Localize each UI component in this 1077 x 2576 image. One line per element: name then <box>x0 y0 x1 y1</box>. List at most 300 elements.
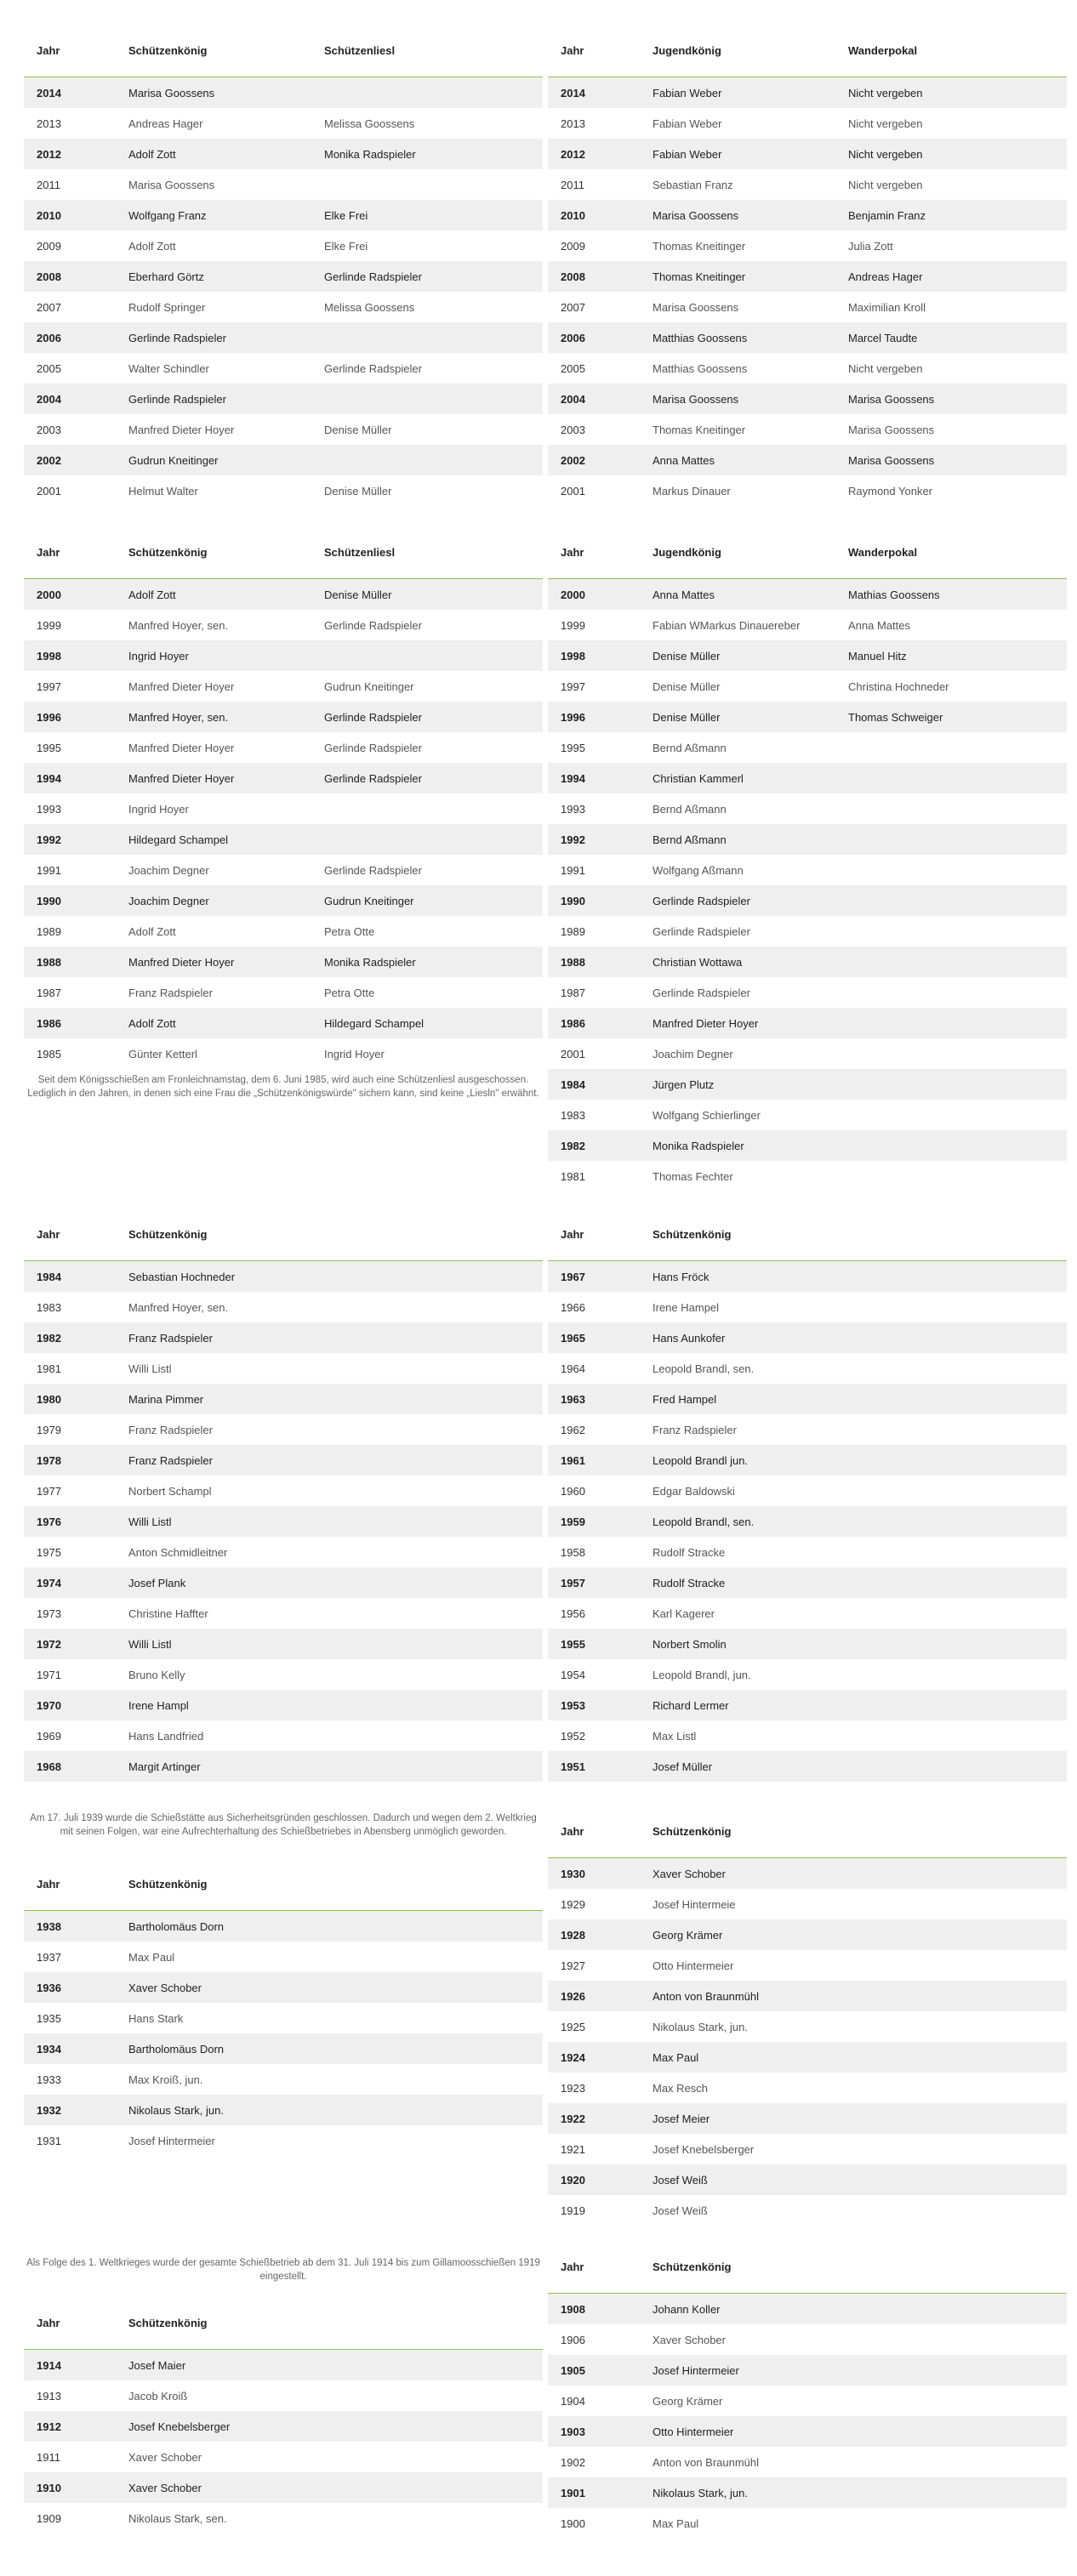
table-row <box>548 1751 1067 1782</box>
name-cell: Gerlinde Radspieler <box>311 261 543 292</box>
year-cell: 1980 <box>24 1384 116 1414</box>
year-cell: 1902 <box>561 2455 585 2469</box>
table-row <box>548 108 1067 139</box>
year-cell: 2010 <box>24 200 116 230</box>
name-cell: Ingrid Hoyer <box>116 640 311 671</box>
name-cell <box>835 1008 1067 1038</box>
table-row <box>548 1506 1067 1537</box>
table-row <box>24 77 543 109</box>
year-cell: 2000 <box>548 579 640 611</box>
name-cell: Elke Frei <box>324 239 368 253</box>
table-row <box>548 139 1067 169</box>
name-cell: Fabian WMarkus Dinauereber <box>652 618 801 632</box>
year-cell: 2008 <box>24 261 116 292</box>
year-cell: 1997 <box>37 680 61 693</box>
name-cell: Nikolaus Stark, sen. <box>128 2511 227 2525</box>
name-cell: Hans Stark <box>128 2011 184 2025</box>
name-cell: Nicht vergeben <box>835 77 1067 109</box>
table-row <box>548 855 1067 885</box>
table-row <box>548 1353 1067 1384</box>
table-row <box>548 2073 1067 2103</box>
name-cell: Matthias Goossens <box>640 322 835 353</box>
year-cell: 1990 <box>24 885 116 916</box>
table-row <box>24 610 543 640</box>
name-cell: Xaver Schober <box>116 2472 543 2503</box>
name-cell: Norbert Smolin <box>640 1629 1067 1659</box>
year-cell: 1999 <box>37 618 61 632</box>
table-row <box>24 1038 543 1069</box>
name-cell: Manfred Hoyer, sen. <box>128 1300 229 1314</box>
table-row <box>548 1858 1067 1890</box>
name-cell: Melissa Goossens <box>324 117 415 130</box>
note-schuetzenliesl: Seit dem Königsschießen am Fronleichnamstag, dem 6. Juni 1985, wird auch eine Schützenliesl ausgeschossen. Lediglich in den Jahren, in denen sich eine Frau die „Schützenkönigswürde" sichern kann, sind keine „Liesln" erwähnt. <box>27 1075 539 1099</box>
year-cell: 1966 <box>561 1300 585 1314</box>
table-row <box>548 261 1067 292</box>
table-row <box>548 353 1067 384</box>
name-cell <box>835 763 1067 793</box>
name-cell: Andreas Hager <box>128 117 203 130</box>
table-row <box>24 1506 543 1537</box>
name-cell: Marcel Taudte <box>835 322 1067 353</box>
name-cell: Leopold Brandl, jun. <box>652 1668 751 1681</box>
table-row <box>24 2472 543 2503</box>
name-cell: Fabian Weber <box>640 77 835 109</box>
year-cell: 2000 <box>24 579 116 611</box>
year-cell: 1991 <box>561 863 585 877</box>
year-cell: 1938 <box>24 1911 116 1942</box>
year-cell: 1962 <box>561 1423 585 1436</box>
column-header: Schützenkönig <box>116 2296 543 2350</box>
name-cell: Denise Müller <box>652 680 721 693</box>
name-cell: Xaver Schober <box>128 2450 202 2464</box>
table-row <box>24 1322 543 1353</box>
year-cell: 2014 <box>24 77 116 109</box>
name-cell: Mathias Goossens <box>835 579 1067 611</box>
year-cell: 1990 <box>548 885 640 916</box>
name-cell: Maximilian Kroll <box>848 300 926 314</box>
name-cell: Joachim Degner <box>128 863 209 877</box>
year-cell: 1935 <box>37 2011 61 2025</box>
column-header-year: Jahr <box>24 1857 116 1911</box>
header-row <box>548 24 1067 77</box>
name-cell: Gerlinde Radspieler <box>116 384 311 414</box>
table-row <box>24 2411 543 2442</box>
year-cell: 1989 <box>561 924 585 938</box>
year-cell: 1989 <box>37 924 61 938</box>
table-row <box>24 1261 543 1293</box>
name-cell: Fabian Weber <box>652 117 722 130</box>
year-cell: 1951 <box>548 1751 640 1782</box>
table-row <box>24 2125 543 2156</box>
name-cell: Rudolf Stracke <box>640 1567 1067 1598</box>
name-cell: Irene Hampl <box>116 1690 543 1720</box>
name-cell: Hans Aunkofer <box>640 1322 1067 1353</box>
name-cell: Marisa Goossens <box>835 384 1067 414</box>
name-cell: Max Kroiß, jun. <box>128 2073 203 2086</box>
year-cell: 1924 <box>548 2042 640 2073</box>
year-cell: 1931 <box>37 2134 61 2147</box>
name-cell: Gudrun Kneitinger <box>324 680 414 693</box>
year-cell: 1982 <box>548 1130 640 1161</box>
year-cell: 1991 <box>37 863 61 877</box>
name-cell: Irene Hampel <box>652 1300 720 1314</box>
column-header: Jugendkönig <box>640 526 835 579</box>
table-row <box>548 292 1067 322</box>
name-cell <box>311 77 543 109</box>
name-cell: Franz Radspieler <box>652 1423 737 1436</box>
year-cell: 1981 <box>37 1362 61 1375</box>
name-cell: Bernd Aßmann <box>652 802 727 816</box>
column-header-year: Jahr <box>24 526 116 579</box>
year-cell: 1996 <box>24 702 116 732</box>
year-cell: 1906 <box>561 2333 585 2346</box>
name-cell: Thomas Kneitinger <box>652 239 746 253</box>
table-row <box>24 1720 543 1751</box>
year-cell: 1982 <box>24 1322 116 1353</box>
name-cell <box>835 1161 1067 1191</box>
name-cell: Bruno Kelly <box>128 1668 185 1681</box>
table-row <box>24 1292 543 1322</box>
table-row <box>548 1100 1067 1130</box>
name-cell: Anna Mattes <box>848 618 910 632</box>
name-cell: Franz Radspieler <box>116 1322 543 1353</box>
name-cell: Hans Fröck <box>640 1261 1067 1293</box>
header-row <box>548 2240 1067 2294</box>
name-cell: Manfred Dieter Hoyer <box>128 423 235 436</box>
table-row <box>548 977 1067 1008</box>
table-row <box>24 579 543 611</box>
name-cell: Nicht vergeben <box>835 139 1067 169</box>
table-row <box>548 1981 1067 2011</box>
name-cell: Ingrid Hoyer <box>324 1047 385 1061</box>
name-cell: Eberhard Görtz <box>116 261 311 292</box>
year-cell: 2006 <box>24 322 116 353</box>
name-cell: Jacob Kroiß <box>128 2389 188 2403</box>
table-jugendkoenig-2000-1981 <box>548 526 1067 1191</box>
column-header: Schützenkönig <box>116 1208 543 1261</box>
table-row <box>548 1261 1067 1293</box>
name-cell: Marisa Goossens <box>640 384 835 414</box>
year-cell: 1903 <box>548 2416 640 2447</box>
column-header: Wanderpokal <box>835 526 1067 579</box>
year-cell: 2003 <box>37 423 61 436</box>
table-row <box>24 916 543 947</box>
name-cell: Otto Hintermeier <box>652 1959 734 1972</box>
name-cell: Adolf Zott <box>116 579 311 611</box>
table-row <box>548 1038 1067 1069</box>
name-cell: Joachim Degner <box>116 885 311 916</box>
name-cell <box>311 793 543 824</box>
year-cell: 1997 <box>561 680 585 693</box>
year-cell: 1984 <box>548 1069 640 1100</box>
name-cell: Gerlinde Radspieler <box>652 924 750 938</box>
table-row <box>548 1567 1067 1598</box>
year-cell: 1986 <box>24 1008 116 1038</box>
year-cell: 1993 <box>37 802 61 816</box>
name-cell <box>311 169 543 200</box>
name-cell: Christine Haffter <box>128 1606 208 1620</box>
table-row <box>24 2095 543 2125</box>
table-row <box>24 261 543 292</box>
name-cell: Joachim Degner <box>652 1047 733 1061</box>
year-cell: 1994 <box>24 763 116 793</box>
table-row <box>24 824 543 855</box>
table-schuetzenkoenig-1938-1931 <box>24 1857 543 2156</box>
name-cell: Leopold Brandl, sen. <box>652 1362 755 1375</box>
year-cell: 1998 <box>548 640 640 671</box>
year-cell: 1961 <box>548 1445 640 1476</box>
name-cell: Julia Zott <box>848 239 893 253</box>
year-cell: 1920 <box>548 2164 640 2195</box>
name-cell: Helmut Walter <box>128 484 198 498</box>
table-row <box>24 2380 543 2411</box>
name-cell: Denise Müller <box>640 640 835 671</box>
year-cell: 1952 <box>561 1729 585 1743</box>
name-cell <box>835 916 1067 947</box>
table-row <box>24 475 543 506</box>
column-header: Schützenkönig <box>640 1208 1067 1261</box>
table-row <box>24 169 543 200</box>
column-header-year: Jahr <box>548 2240 640 2294</box>
name-cell <box>311 445 543 475</box>
table-row <box>548 2164 1067 2195</box>
name-cell: Franz Radspieler <box>128 986 213 999</box>
year-cell: 1993 <box>561 802 585 816</box>
name-cell <box>835 1100 1067 1130</box>
name-cell: Manuel Hitz <box>835 640 1067 671</box>
table-schuetzenkoenig-1914-1909 <box>24 2296 543 2533</box>
name-cell: Petra Otte <box>324 986 375 999</box>
year-cell: 1921 <box>561 2142 585 2156</box>
year-cell: 1977 <box>37 1484 61 1498</box>
name-cell: Adolf Zott <box>116 139 311 169</box>
table-row <box>548 1161 1067 1191</box>
year-cell: 2007 <box>37 300 61 314</box>
table-row <box>548 2294 1067 2325</box>
header-row <box>24 24 543 77</box>
table-row <box>548 1292 1067 1322</box>
year-cell: 2013 <box>561 117 585 130</box>
name-cell: Anton Schmidleitner <box>128 1545 228 1559</box>
year-cell: 2009 <box>561 239 585 253</box>
name-cell: Christian Kammerl <box>640 763 835 793</box>
name-cell: Elke Frei <box>311 200 543 230</box>
name-cell <box>311 384 543 414</box>
name-cell: Nikolaus Stark, jun. <box>652 2020 748 2033</box>
year-cell: 2011 <box>561 178 584 191</box>
name-cell: Leopold Brandl, sen. <box>640 1506 1067 1537</box>
table-row <box>24 793 543 824</box>
year-cell: 1987 <box>561 986 585 999</box>
table-row <box>548 2355 1067 2386</box>
name-cell: Andreas Hager <box>835 261 1067 292</box>
year-cell: 1975 <box>37 1545 61 1559</box>
year-cell: 1928 <box>548 1919 640 1950</box>
name-cell: Georg Krämer <box>652 2394 723 2408</box>
column-header-year: Jahr <box>24 1208 116 1261</box>
year-cell: 2005 <box>37 361 61 375</box>
header-row <box>548 526 1067 579</box>
table-row <box>24 139 543 169</box>
table-row <box>24 1598 543 1629</box>
name-cell: Josef Knebelsberger <box>116 2411 543 2442</box>
table-row <box>548 1476 1067 1506</box>
table-row <box>24 1942 543 1972</box>
year-cell: 1986 <box>548 1008 640 1038</box>
name-cell: Max Paul <box>128 1950 175 1964</box>
name-cell: Xaver Schober <box>116 1972 543 2003</box>
name-cell: Monika Radspieler <box>311 139 543 169</box>
table-row <box>548 2134 1067 2164</box>
year-cell: 1992 <box>24 824 116 855</box>
year-cell: 1958 <box>561 1545 585 1559</box>
table-row <box>24 1567 543 1598</box>
column-header-year: Jahr <box>548 1208 640 1261</box>
year-cell: 1995 <box>561 741 585 754</box>
year-cell: 1913 <box>37 2389 61 2403</box>
year-cell: 1959 <box>548 1506 640 1537</box>
table-row <box>548 230 1067 261</box>
year-cell: 1900 <box>561 2516 585 2530</box>
year-cell: 1971 <box>37 1668 61 1681</box>
year-cell: 1984 <box>24 1261 116 1293</box>
table-row <box>548 1008 1067 1038</box>
name-cell: Denise Müller <box>324 484 392 498</box>
year-cell: 1922 <box>548 2103 640 2134</box>
year-cell: 2014 <box>548 77 640 109</box>
year-cell: 2009 <box>37 239 61 253</box>
name-cell: Matthias Goossens <box>652 361 748 375</box>
table-schuetzenkoenig-1930-1919 <box>548 1805 1067 2226</box>
name-cell: Hildegard Schampel <box>311 1008 543 1038</box>
table-row <box>24 2442 543 2472</box>
table-row <box>548 885 1067 916</box>
table-row <box>548 1950 1067 1981</box>
table-row <box>548 2508 1067 2539</box>
table-row <box>24 2503 543 2533</box>
year-cell: 2010 <box>548 200 640 230</box>
name-cell: Ingrid Hoyer <box>128 802 189 816</box>
name-cell: Rudolf Springer <box>128 300 206 314</box>
header-row <box>24 526 543 579</box>
name-cell: Xaver Schober <box>652 2333 726 2346</box>
table-schuetzenkoenig-2000-1985 <box>24 526 543 1069</box>
year-cell: 1955 <box>548 1629 640 1659</box>
column-header: Schützenliesl <box>311 526 543 579</box>
name-cell: Wolfgang Aßmann <box>652 863 744 877</box>
name-cell: Benjamin Franz <box>835 200 1067 230</box>
table-row <box>548 200 1067 230</box>
year-cell: 2001 <box>561 1047 585 1061</box>
name-cell <box>835 947 1067 977</box>
name-cell: Denise Müller <box>324 423 392 436</box>
name-cell: Nikolaus Stark, jun. <box>640 2477 1067 2508</box>
table-row <box>548 2042 1067 2073</box>
table-row <box>24 1414 543 1445</box>
year-cell: 1953 <box>548 1690 640 1720</box>
table-row <box>24 445 543 475</box>
year-cell: 1988 <box>24 947 116 977</box>
table-row <box>548 1629 1067 1659</box>
year-cell: 1973 <box>37 1606 61 1620</box>
table-row <box>24 2003 543 2033</box>
name-cell: Gerlinde Radspieler <box>324 741 422 754</box>
table-row <box>24 1690 543 1720</box>
name-cell: Bartholomäus Dorn <box>116 1911 543 1942</box>
year-cell: 1936 <box>24 1972 116 2003</box>
table-row <box>24 855 543 885</box>
name-cell: Gerlinde Radspieler <box>324 361 422 375</box>
year-cell: 1974 <box>24 1567 116 1598</box>
table-schuetzenkoenig-2014-2001 <box>24 24 543 506</box>
column-header: Schützenkönig <box>116 24 311 77</box>
year-cell: 1999 <box>561 618 585 632</box>
table-row <box>548 1690 1067 1720</box>
name-cell: Johann Koller <box>640 2294 1067 2325</box>
name-cell: Nicht vergeben <box>848 117 923 130</box>
name-cell: Wolfgang Schierlinger <box>652 1108 761 1122</box>
name-cell <box>311 824 543 855</box>
table-row <box>24 885 543 916</box>
name-cell: Sebastian Hochneder <box>116 1261 543 1293</box>
table-row <box>24 1751 543 1782</box>
name-cell: Denise Müller <box>640 702 835 732</box>
name-cell: Margit Artinger <box>116 1751 543 1782</box>
table-row <box>548 824 1067 855</box>
year-cell: 1970 <box>24 1690 116 1720</box>
table-row <box>548 1537 1067 1567</box>
name-cell: Nicht vergeben <box>848 178 923 191</box>
table-row <box>24 1008 543 1038</box>
year-cell: 1908 <box>548 2294 640 2325</box>
table-row <box>548 610 1067 640</box>
name-cell: Manfred Dieter Hoyer <box>128 741 235 754</box>
table-row <box>548 2447 1067 2477</box>
table-row <box>548 169 1067 200</box>
year-cell: 1995 <box>37 741 61 754</box>
name-cell: Denise Müller <box>311 579 543 611</box>
year-cell: 1985 <box>37 1047 61 1061</box>
year-cell: 1978 <box>24 1445 116 1476</box>
name-cell: Adolf Zott <box>128 924 176 938</box>
column-header: Schützenkönig <box>116 526 311 579</box>
column-header: Jugendkönig <box>640 24 835 77</box>
table-row <box>24 732 543 763</box>
name-cell: Bernd Aßmann <box>652 741 727 754</box>
name-cell: Franz Radspieler <box>116 1445 543 1476</box>
year-cell: 1960 <box>561 1484 585 1498</box>
name-cell <box>835 1069 1067 1100</box>
name-cell: Marisa Goossens <box>640 200 835 230</box>
year-cell: 1910 <box>24 2472 116 2503</box>
table-row <box>24 702 543 732</box>
name-cell: Raymond Yonker <box>848 484 933 498</box>
year-cell: 1983 <box>37 1300 61 1314</box>
table-row <box>548 1414 1067 1445</box>
table-row <box>24 322 543 353</box>
name-cell: Max Listl <box>652 1729 697 1743</box>
table-row <box>24 1659 543 1690</box>
year-cell: 2012 <box>548 139 640 169</box>
column-header-year: Jahr <box>548 24 640 77</box>
table-row <box>548 763 1067 793</box>
name-cell: Walter Schindler <box>128 361 209 375</box>
year-cell: 1983 <box>561 1108 585 1122</box>
column-header-year: Jahr <box>24 2296 116 2350</box>
name-cell: Anton von Braunmühl <box>652 2455 760 2469</box>
year-cell: 2006 <box>548 322 640 353</box>
name-cell: Josef Plank <box>116 1567 543 1598</box>
